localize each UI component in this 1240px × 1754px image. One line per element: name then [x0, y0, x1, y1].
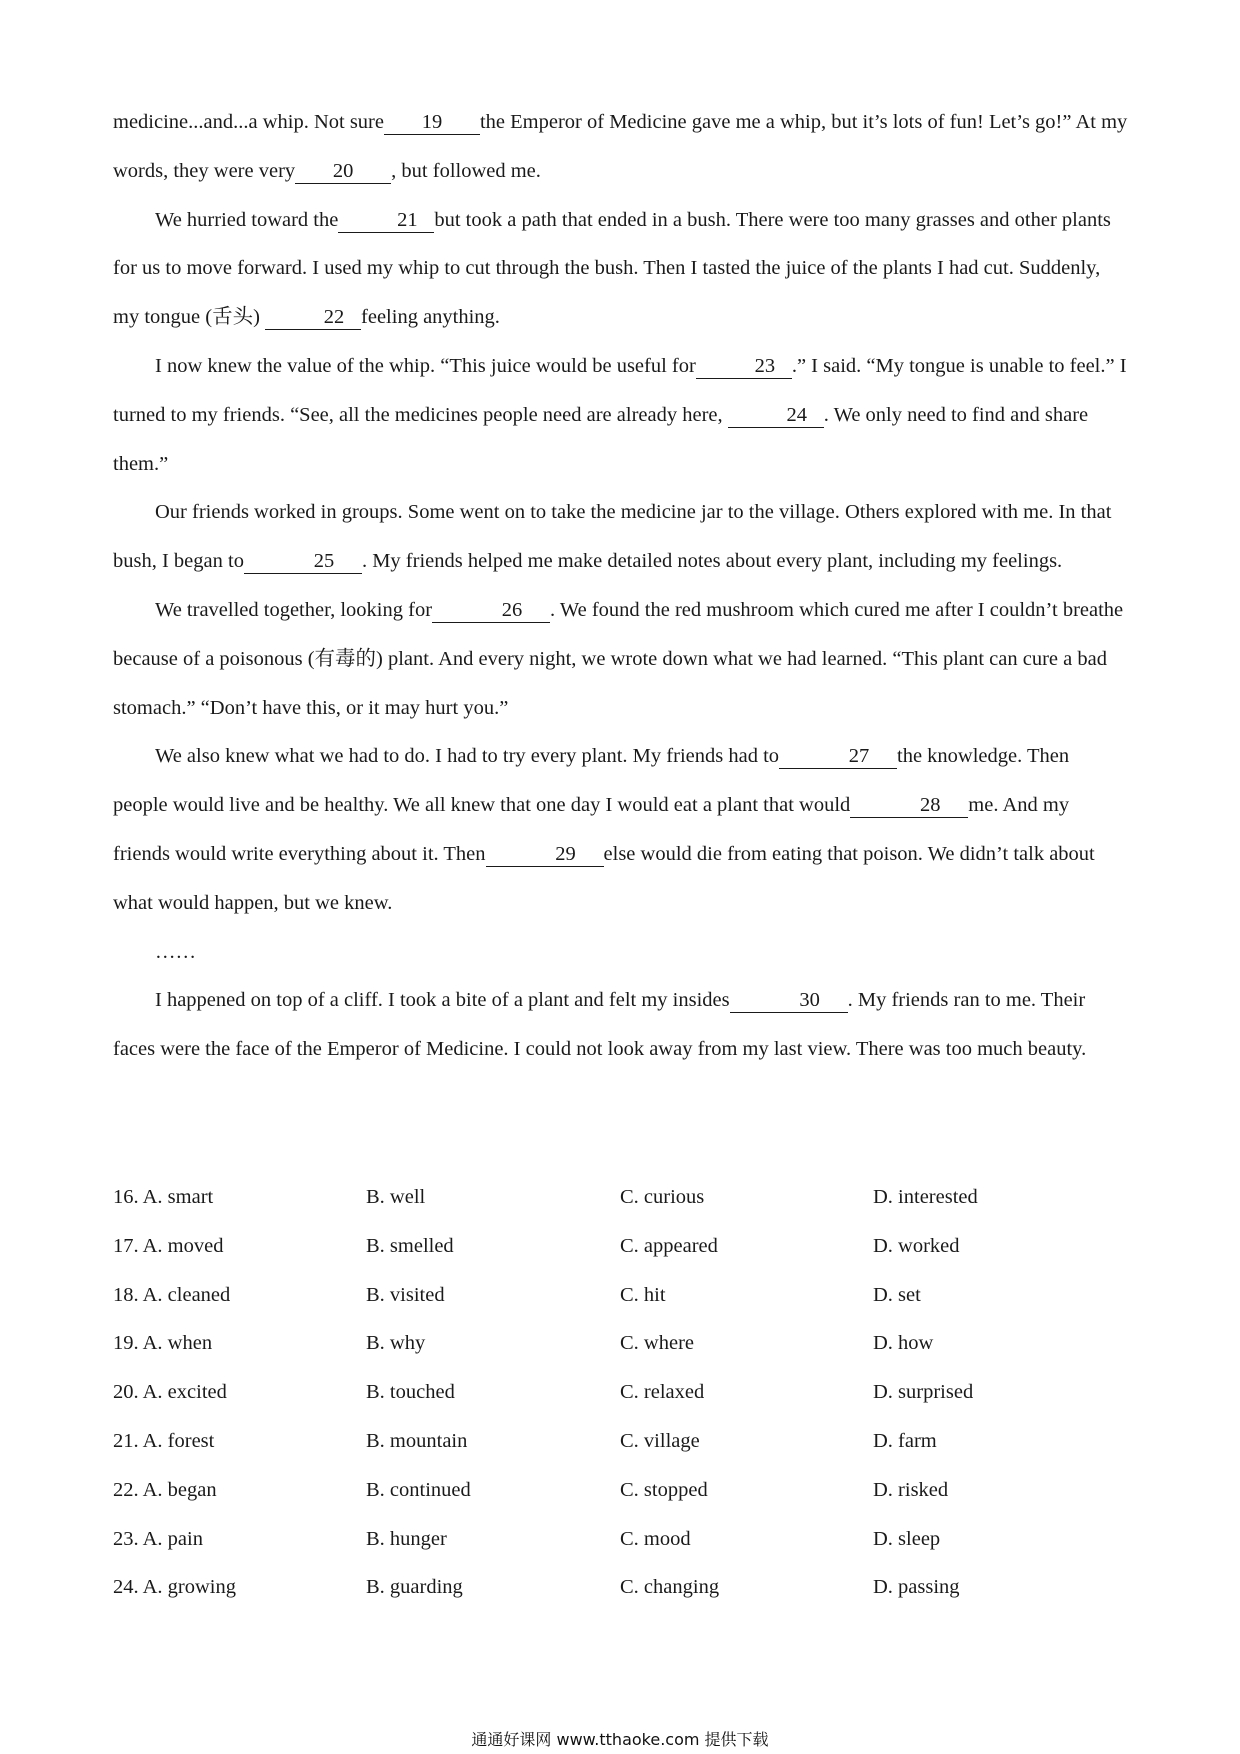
question-21-options [113, 1417, 1128, 1466]
option-d: D. sleep [873, 1527, 941, 1550]
option-d: D. farm [873, 1429, 937, 1452]
passage-text: the Emperor of Medicine gave me a whip, but it’s lots of fun! Let’s go!” At my words, they were very [113, 111, 1128, 182]
ellipsis-line: …… [155, 940, 196, 963]
question-24-options [113, 1563, 1128, 1612]
passage-text: but took a path that ended in a bush. There were too many grasses and other plants for us to move forward. I used my whip to cut through the bush. Then I tasted the juice of the plants I had cut. Suddenly, my tongue (舌头) [113, 208, 1111, 329]
option-d: D. surprised [873, 1381, 974, 1404]
option-d: D. risked [873, 1478, 949, 1501]
paragraph-6 [113, 732, 1128, 927]
question-19-options [113, 1319, 1128, 1368]
blank-23: 23 [696, 354, 792, 379]
passage-text: . We only need to find and share them.” [113, 403, 1089, 475]
option-d: D. interested [873, 1186, 978, 1208]
blank-19: 19 [384, 110, 480, 135]
option-b: B. continued [366, 1478, 471, 1501]
option-c: C. appeared [620, 1234, 718, 1257]
blank-29: 29 [486, 842, 604, 867]
paragraph-7 [113, 976, 1128, 1074]
question-17-options [113, 1222, 1128, 1271]
option-b: B. why [366, 1332, 426, 1355]
option-a: 24. A. growing [113, 1576, 236, 1599]
passage-text: We travelled together, looking for [155, 598, 433, 621]
option-d: D. how [873, 1332, 934, 1355]
passage-text: the knowledge. Then people would live and be healthy. We all knew that one day I would eat a plant that would [113, 745, 1070, 817]
passage-text: We hurried toward the [155, 208, 339, 231]
blank-30: 30 [730, 988, 848, 1013]
blank-22: 22 [265, 305, 361, 330]
option-c: C. where [620, 1332, 695, 1355]
option-c: C. changing [620, 1576, 720, 1599]
passage-text: medicine...and...a whip. Not sure [113, 111, 384, 133]
option-d: D. worked [873, 1234, 960, 1257]
question-20-options [113, 1368, 1128, 1417]
option-b: B. smelled [366, 1234, 454, 1257]
option-c: C. hit [620, 1283, 666, 1306]
option-b: B. visited [366, 1283, 445, 1306]
passage-text: . My friends ran to me. Their faces were the face of the Emperor of Medicine. I could not look away from my last view. There was too much beauty. [113, 989, 1087, 1061]
option-c: C. relaxed [620, 1381, 705, 1404]
question-23-options [113, 1515, 1128, 1564]
paragraph-4 [113, 488, 1128, 586]
option-a: 16. A. smart [113, 1186, 214, 1208]
option-a: 18. A. cleaned [113, 1283, 231, 1306]
option-a: 20. A. excited [113, 1381, 227, 1404]
blank-24: 24 [728, 403, 824, 428]
paragraph-2 [113, 196, 1128, 342]
blank-20: 20 [295, 159, 391, 184]
option-a: 17. A. moved [113, 1234, 224, 1257]
passage-text: I happened on top of a cliff. I took a bite of a plant and felt my insides [155, 989, 730, 1012]
blank-21: 21 [338, 208, 434, 233]
option-c: C. stopped [620, 1478, 708, 1501]
passage-text: . We found the red mushroom which cured me after I couldn’t breathe because of a poisonous (有毒的) plant. And every night, we wrote down what we had learned. “This plant can cure a bad stomach.” “Don’t have this, or it may hurt you.” [113, 598, 1124, 719]
blank-28: 28 [850, 793, 968, 818]
question-16-options [113, 1173, 1128, 1222]
paragraph-5 [113, 586, 1128, 732]
passage-text: We also knew what we had to do. I had to try every plant. My friends had to [155, 745, 780, 768]
passage-text: else would die from eating that poison. We didn’t talk about what would happen, but we knew. [113, 842, 1095, 914]
option-c: C. mood [620, 1527, 691, 1550]
option-b: B. well [366, 1186, 426, 1208]
option-b: B. mountain [366, 1429, 468, 1452]
option-c: C. village [620, 1429, 700, 1452]
option-a: 21. A. forest [113, 1429, 215, 1452]
passage-text: me. And my friends would write everything about it. Then [113, 794, 1070, 865]
question-18-options [113, 1271, 1128, 1320]
passage-text: . My friends helped me make detailed notes about every plant, including my feelings. [361, 550, 1063, 573]
blank-26: 26 [432, 598, 550, 623]
question-22-options [113, 1466, 1128, 1515]
option-b: B. hunger [366, 1527, 447, 1550]
option-b: B. touched [366, 1381, 455, 1404]
blank-27: 27 [779, 744, 897, 769]
answer-options [113, 1173, 1128, 1612]
cloze-passage [113, 98, 1128, 1074]
option-a: 23. A. pain [113, 1527, 203, 1550]
passage-text: I now knew the value of the whip. “This juice would be useful for [155, 354, 696, 377]
option-c: C. curious [620, 1186, 705, 1208]
blank-25: 25 [244, 549, 362, 574]
option-a: 22. A. began [113, 1478, 217, 1501]
option-b: B. guarding [366, 1576, 463, 1599]
passage-text: feeling anything. [361, 306, 500, 329]
paragraph-1 [113, 98, 1128, 196]
option-d: D. set [873, 1283, 921, 1306]
passage-text: , but followed me. [391, 159, 541, 182]
option-d: D. passing [873, 1576, 960, 1599]
passage-text: .” I said. “My tongue is unable to feel.” I turned to my friends. “See, all the medicines people need are already here, [113, 354, 1127, 426]
passage-text: Our friends worked in groups. Some went on to take the medicine jar to the village. Others explored with me. In that bush, I began to [113, 501, 1112, 573]
page-footer: 通通好课网 www.tthaoke.com 提供下载 [471, 1730, 769, 1749]
option-a: 19. A. when [113, 1332, 213, 1355]
paragraph-3 [113, 342, 1128, 488]
